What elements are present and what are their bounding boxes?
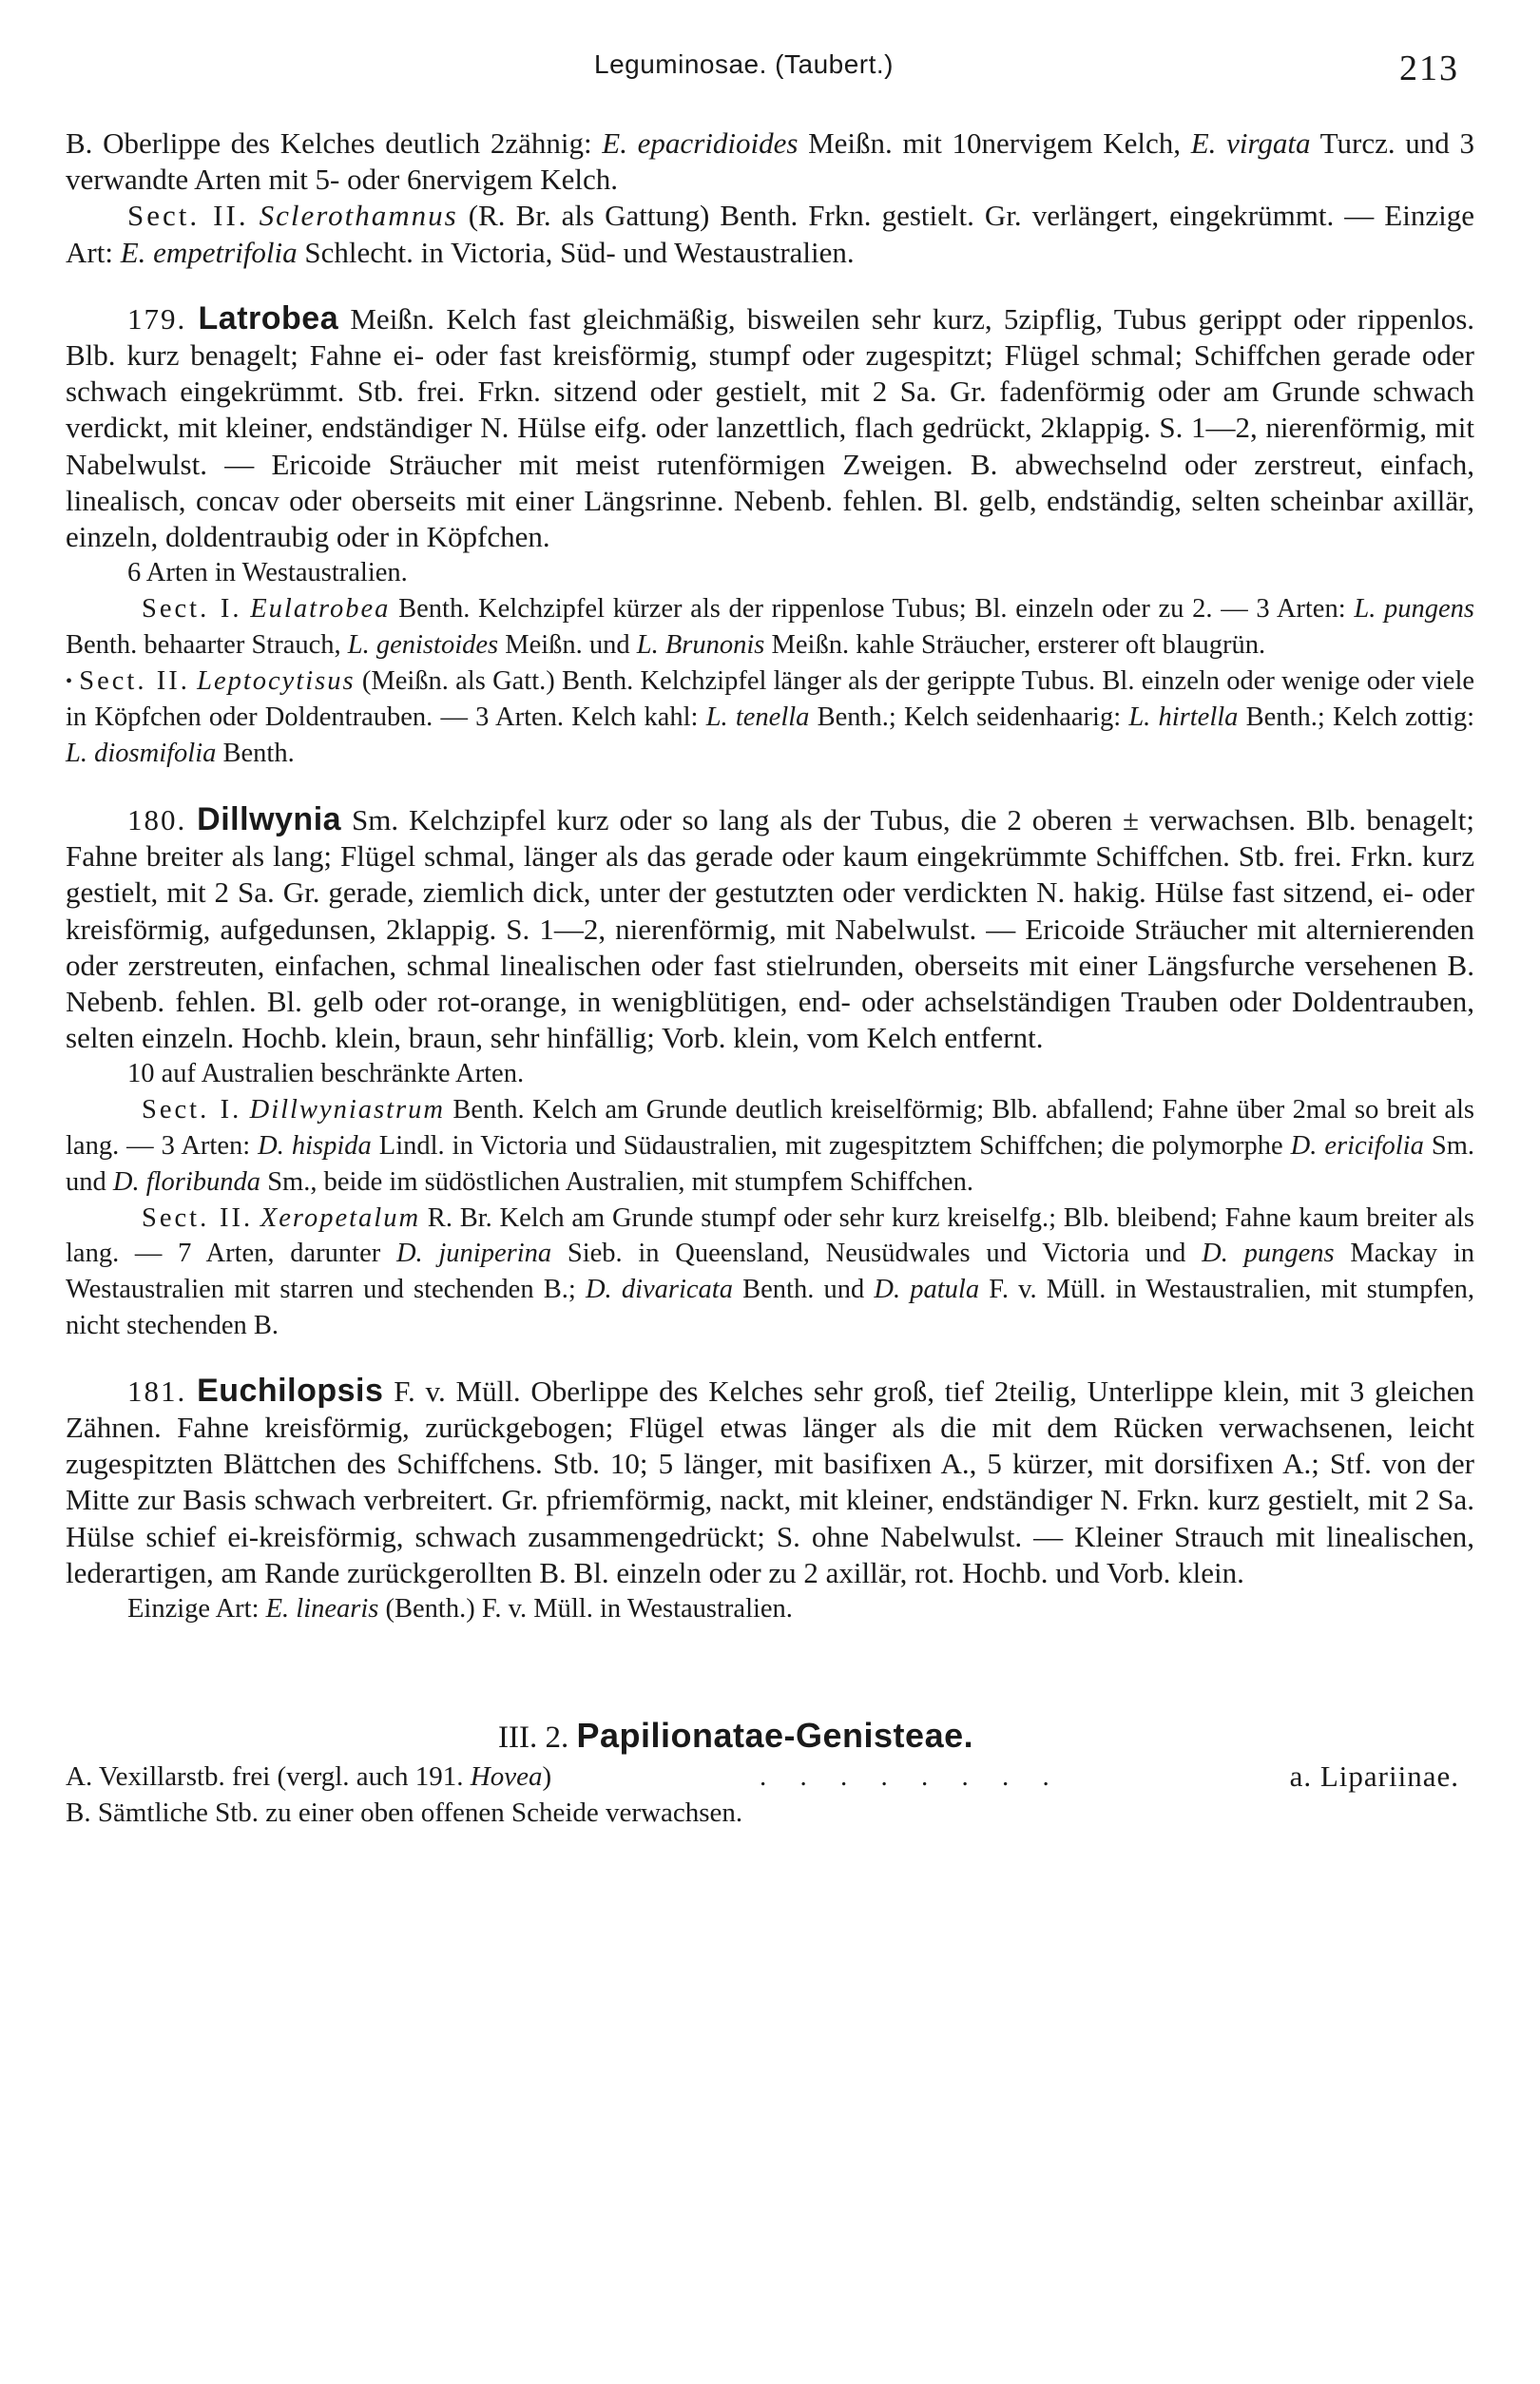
genus-description: F. v. Müll. Oberlippe des Kelches sehr groß, tief 2teilig, Unterlippe klein, mit 3 gleichen Zähnen. Fahne kreisförmig, zurückgebogen; Flügel etwas länger als die mit dem Rücken verwachsenen, leicht zugespitzten Blättchen des Schiffchens. Stb. 10; 5 länger, mit basifixen A., 5 kürzer, mit dorsifixen A.; Stf. von der Mitte zur Basis schwach verbreitert. Gr. pfriemförmig, nackt, mit kleiner, endständiger N. Frkn. kurz gestielt, mit 2 Sa. Hülse schief ei-kreisförmig, schwach zusammengedrückt; S. ohne Nabelwulst. — Kleiner Strauch mit linealischen, lederartigen, am Rande zurückgerollten B. Bl. einzeln oder zu 2 axillär, rot. Hochb. und Vorb. klein.: [66, 1374, 1474, 1589]
taxon-name: D. pungens: [1202, 1239, 1335, 1269]
taxon-name: E. epacridioides: [602, 126, 799, 160]
section-name: Xeropetalum: [260, 1202, 421, 1233]
key-line-b: [66, 1795, 1474, 1831]
latrobea-section-1: Sect. I. Eulatrobea Benth. Kelchzipfel kürzer als der rippenlose Tubus; Bl. einzeln oder zu 2. — 3 Arten: L. pungens Benth. behaarter Strauch, L. genistoides Meißn. und L. Brunonis Meißn. kahle Sträucher, ersterer oft blaugrün.: [66, 594, 1475, 660]
tribe-number: III. 2.: [498, 1720, 569, 1755]
key-text: B. Sämtliche Stb. zu einer oben offenen Scheide verwachsen.: [66, 1797, 743, 1828]
key-target: a. Lipariinae.: [1289, 1759, 1459, 1793]
page-number: 213: [1399, 48, 1459, 88]
genus-number: 179.: [127, 301, 187, 336]
taxon-name: D. floribunda: [112, 1166, 261, 1197]
taxon-name: D. hispida: [258, 1131, 372, 1162]
genus-dillwynia-species-count: 10 auf Australien beschränkte Arten.: [127, 1059, 525, 1089]
subsection-b-paragraph: B. Oberlippe des Kelches deutlich 2zähnig: E. epacridioides Meißn. mit 10nervigem Kelch, E. virgata Turcz. und 3 verwandte Arten mit 5- oder 6nervigem Kelch.: [66, 126, 1474, 197]
key-text: A. Vexillarstb. frei (vergl. auch 191. Hovea): [66, 1760, 552, 1792]
taxon-name: D. patula: [874, 1275, 980, 1305]
genus-number: 181.: [127, 1374, 187, 1408]
taxon-name: L. pungens: [1354, 594, 1475, 625]
section-label: Sect. I.: [142, 594, 242, 625]
genus-name: Latrobea: [198, 299, 339, 336]
section-name: Sclerothamnus: [259, 199, 458, 233]
taxon-name: L. diosmifolia: [66, 739, 217, 769]
dillwynia-section-2: Sect. II. Xeropetalum R. Br. Kelch am Grunde stumpf oder sehr kurz kreiselfg.; Blb. bleibend; Fahne kaum breiter als lang. — 7 Arten, darunter D. juniperina Sieb. in Queensland, Neusüdwales und Victoria und D. pungens Mackay in Westaustralien mit starren und stechenden B.; D. divaricata Benth. und D. patula F. v. Müll. in Westaustralien, mit stumpfen, nicht stechenden B.: [66, 1202, 1474, 1341]
taxon-name: L. genistoides: [347, 629, 499, 660]
taxon-name: D. ericifolia: [1290, 1131, 1424, 1162]
section-label: Sect. I.: [142, 1095, 242, 1125]
page-header: [0, 46, 1540, 103]
genus-euchilopsis-paragraph: [66, 1373, 1474, 1591]
taxon-name: D. divaricata: [585, 1275, 733, 1305]
taxon-name: E. empetrifolia: [120, 235, 298, 269]
tribe-heading: [66, 1715, 1474, 1759]
genus-name: Euchilopsis: [197, 1372, 384, 1409]
key-leader-dots: . . . . . . . .: [760, 1760, 1063, 1792]
dillwynia-section-1: Sect. I. Dillwyniastrum Benth. Kelch am Grunde deutlich kreiselförmig; Blb. abfallend; Fahne über 2mal so breit als lang. — 3 Arten: D. hispida Lindl. in Victoria und Südaustralien, mit zugespitztem Schiffchen; die polymorphe D. ericifolia Sm. und D. floribunda Sm., beide im südöstlichen Australien, mit stumpfem Schiffchen.: [66, 1095, 1474, 1197]
section-label: Sect. II.: [142, 1202, 254, 1233]
latrobea-section-2: • Sect. II. Leptocytisus (Meißn. als Gatt.) Benth. Kelchzipfel länger als der gerippte Tubus. Bl. einzeln oder wenige oder viele in Köpfchen oder Doldentrauben. — 3 Arten. Kelch kahl: L. tenella Benth.; Kelch seidenhaarig: L. hirtella Benth.; Kelch zottig: L. diosmifolia Benth.: [66, 665, 1475, 769]
taxon-name: E. linearis: [265, 1594, 379, 1625]
taxon-name: D. juniperina: [395, 1239, 552, 1269]
running-title: Leguminosae. (Taubert.): [594, 49, 895, 79]
section-name: Dillwyniastrum: [249, 1095, 445, 1125]
taxon-name: L. Brunonis: [636, 629, 765, 660]
section-name: Leptocytisus: [197, 665, 356, 696]
genus-name: Dillwynia: [197, 801, 342, 838]
taxon-name: L. tenella: [705, 702, 810, 733]
genus-latrobea-species-count: 6 Arten in Westaustralien.: [127, 558, 408, 588]
taxon-name: Hovea: [470, 1760, 543, 1792]
key-line-a: [66, 1759, 1474, 1795]
section-label: Sect. II.: [127, 199, 249, 233]
tribe-title: Papilionatae-Genisteae.: [576, 1715, 974, 1755]
bullet-icon: •: [66, 670, 73, 692]
taxon-name: E. virgata: [1190, 126, 1311, 160]
genus-dillwynia-paragraph: [66, 801, 1474, 1056]
genus-number: 180.: [127, 803, 187, 837]
genus-description: Sm. Kelchzipfel kurz oder so lang als der Tubus, die 2 oberen ± verwachsen. Blb. benagelt; Fahne breiter als lang; Flügel schmal, länger als das gerade oder kaum eingekrümmte Schiffchen. Stb. frei. Frkn. kurz gestielt, mit 2 Sa. Gr. gerade, ziemlich dick, unter der gestutzten oder verdickten N. hakig. Hülse fast sitzend, ei- oder kreisförmig, aufgedunsen, 2klappig. S. 1—2, nierenförmig, mit Nabelwulst. — Ericoide Sträucher mit alternierenden oder zerstreuten, einfachen, schmal linealischen oder fast stielrunden, oberseits mit einer Längsfurche versehenen B. Nebenb. fehlen. Bl. gelb oder rot-orange, in wenigblütigen, end- oder achselständigen Trauben oder Doldentrauben, selten einzeln. Hochb. klein, braun, sehr hinfällig; Vorb. klein, vom Kelch entfernt.: [66, 803, 1475, 1055]
euchilopsis-single-species: Einzige Art: E. linearis (Benth.) F. v. Müll. in Westaustralien.: [127, 1594, 793, 1625]
section-sclerothamnus-paragraph: Sect. II. Sclerothamnus (R. Br. als Gattung) Benth. Frkn. gestielt. Gr. verlängert, eingekrümmt. — Einzige Art: E. empetrifolia Schlecht. in Victoria, Süd- und Westaustralien.: [66, 199, 1474, 269]
section-label: Sect. II.: [79, 665, 190, 696]
genus-latrobea-paragraph: [66, 300, 1474, 555]
page-body: [66, 125, 1474, 1831]
section-name: Eulatrobea: [250, 594, 391, 625]
genus-description: Meißn. Kelch fast gleichmäßig, bisweilen sehr kurz, 5zipflig, Tubus gerippt oder rippenlos. Blb. kurz benagelt; Fahne ei- oder fast kreisförmig, stumpf oder zugespitzt; Flügel schmal; Schiffchen gerade oder schwach eingekrümmt. Stb. frei. Frkn. sitzend oder gestielt, mit 2 Sa. Gr. fadenförmig oder am Grunde schwach verdickt, mit kleiner, endständiger N. Hülse eifg. oder lanzettlich, flach gedrückt, 2klappig. S. 1—2, nierenförmig, mit Nabelwulst. — Ericoide Sträucher mit meist rutenförmigen Zweigen. B. abwechselnd oder zerstreut, einfach, linealisch, concav oder oberseits mit einer Längsrinne. Nebenb. fehlen. Bl. gelb, endständig, selten scheinbar axillär, einzeln, doldentraubig oder in Köpfchen.: [66, 301, 1475, 554]
taxon-name: L. hirtella: [1128, 702, 1239, 733]
